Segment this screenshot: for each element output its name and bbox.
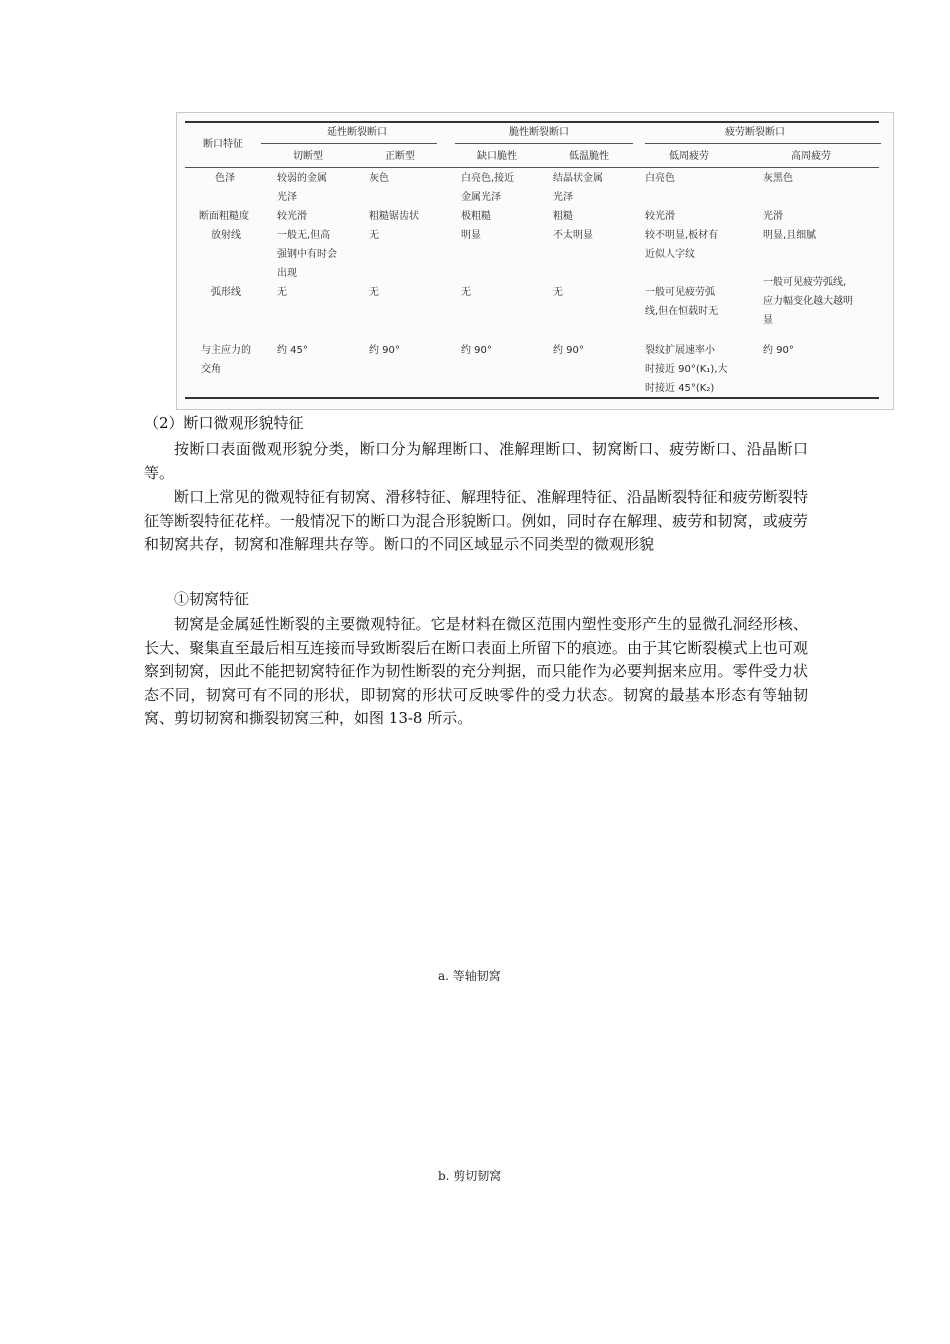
paragraph-micro-features: 断口上常见的微观特征有韧窝、滑移特征、解理特征、准解理特征、沿晶断裂特征和疲劳断裂特征等断裂特征花样。一般情况下的断口为混合形貌断口。例如，同时存在解理、疲劳和韧窝，或疲劳和韧窝共存，韧窝和准解理共存等。断口的不同区域显示不同类型的微观形貌 <box>144 488 808 554</box>
table-cell: 一般可见疲劳弧 线,但在恒载时无 <box>645 287 719 317</box>
table-cell: 无 <box>461 287 471 298</box>
subheader-shear: 切断型 <box>293 151 323 162</box>
table-bottom-rule <box>185 397 879 399</box>
table-cell: 约 90° <box>461 345 492 356</box>
paragraph-dimple: 韧窝是金属延性断裂的主要微观特征。它是材料在微区范围内塑性变形产生的显微孔洞经形核、长大、聚集直至最后相互连接而导致断裂后在断口表面上所留下的痕迹。由于其它断裂模式上也可观察到韧窝，因此不能把韧窝特征作为韧性断裂的充分判据，而只能作为必要判据来应用。零件受力状态不同，韧窝可有不同的形状，即韧窝的形状可反映零件的受力状态。韧窝的最基本形态有等轴韧窝、剪切韧窝和撕裂韧窝三种，如图 13-8 所示。 <box>144 615 808 728</box>
subheader-lowcycle: 低周疲劳 <box>669 151 709 162</box>
table-cell: 较弱的金属 光泽 <box>277 173 327 203</box>
subheader-highcycle: 高周疲劳 <box>791 151 831 162</box>
table-cell: 无 <box>369 230 379 241</box>
table-cell: 明显,且细腻 <box>763 230 817 241</box>
group-rule-brittle <box>455 143 633 144</box>
paragraph-classification: 按断口表面微观形貌分类，断口分为解理断口、准解理断口、韧窝断口、疲劳断口、沿晶断口等。 <box>144 440 808 482</box>
table-corner-header: 断口特征 <box>203 139 243 150</box>
table-cell: 粗糙锯齿状 <box>369 211 419 222</box>
table-cell: 一般无,但高 强钢中有时会 出现 <box>277 230 337 279</box>
subheader-lowtemp: 低温脆性 <box>569 151 609 162</box>
table-cell: 约 90° <box>553 345 584 356</box>
subheader-notch: 缺口脆性 <box>477 151 517 162</box>
row-label-roughness: 断面粗糙度 <box>199 211 249 222</box>
subheader-normal: 正断型 <box>385 151 415 162</box>
table-cell: 较光滑 <box>277 211 307 222</box>
table-cell: 白亮色 <box>645 173 675 184</box>
table-cell: 光滑 <box>763 211 783 222</box>
table-header-rule <box>185 167 879 168</box>
table-cell: 一般可见疲劳弧线, 应力幅变化越大越明 显 <box>763 277 853 326</box>
table-cell: 灰黑色 <box>763 173 793 184</box>
table-cell: 约 90° <box>369 345 400 356</box>
table-cell: 无 <box>369 287 379 298</box>
table-cell: 灰色 <box>369 173 389 184</box>
section-heading: （2）断口微观形貌特征 <box>144 414 304 432</box>
row-label-arc: 弧形线 <box>211 287 241 298</box>
group-header-fatigue: 疲劳断裂断口 <box>725 127 785 138</box>
subheading-dimple: ①韧窝特征 <box>174 590 250 608</box>
group-header-brittle: 脆性断裂断口 <box>509 127 569 138</box>
table-cell: 不太明显 <box>553 230 593 241</box>
fracture-feature-table <box>176 112 894 410</box>
row-label-angle: 与主应力的 交角 <box>201 345 251 375</box>
row-label-radial: 放射线 <box>211 230 241 241</box>
table-cell: 无 <box>277 287 287 298</box>
table-cell: 结晶状金属 光泽 <box>553 173 603 203</box>
table-cell: 约 90° <box>763 345 794 356</box>
table-cell: 粗糙 <box>553 211 573 222</box>
caption-shear-dimple: b. 剪切韧窝 <box>438 1169 502 1183</box>
table-cell: 无 <box>553 287 563 298</box>
table-cell: 约 45° <box>277 345 308 356</box>
table-cell: 极粗糙 <box>461 211 491 222</box>
table-cell: 白亮色,接近 金属光泽 <box>461 173 515 203</box>
caption-equiaxed-dimple: a. 等轴韧窝 <box>438 969 501 983</box>
table-cell: 较光滑 <box>645 211 675 222</box>
table-cell: 较不明显,板材有 近似人字纹 <box>645 230 719 260</box>
row-label-color: 色泽 <box>215 173 235 184</box>
table-cell: 裂纹扩展速率小 时接近 90°(K₁),大 时接近 45°(K₂) <box>645 345 728 394</box>
group-header-ductile: 延性断裂断口 <box>327 127 387 138</box>
table-cell: 明显 <box>461 230 481 241</box>
group-rule-ductile <box>261 143 437 144</box>
group-rule-fatigue <box>645 143 881 144</box>
